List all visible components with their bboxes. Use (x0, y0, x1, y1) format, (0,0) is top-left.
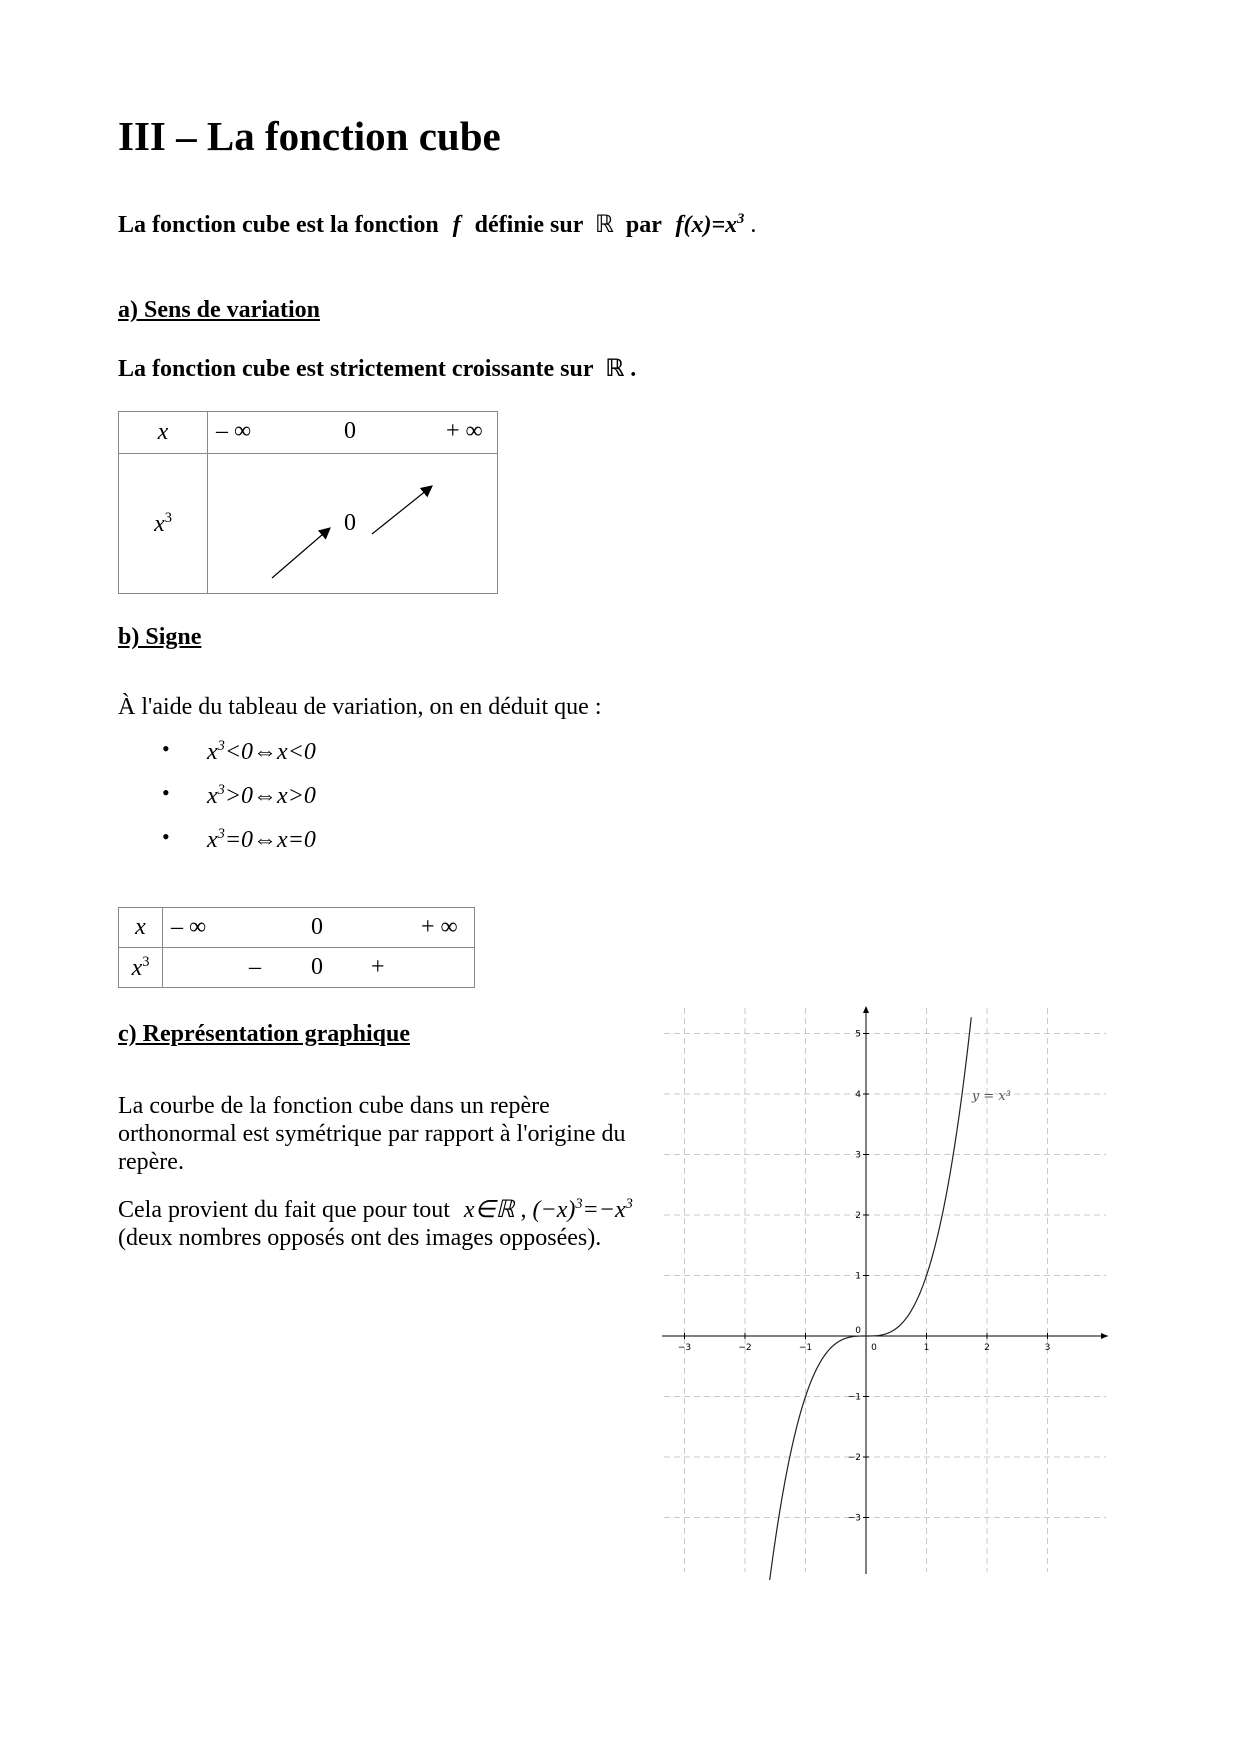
section-c-para2: Cela provient du fait que pour tout x∈ℝ , $(-x)^3=-x^3$ (deux nombres opposés ont des images opposées). (118, 1196, 633, 1251)
sign-neg-inf: – ∞ (171, 914, 207, 940)
y-tick-label: −1 (847, 1392, 861, 1403)
x-tick-label: 3 (1044, 1343, 1051, 1353)
y-tick-label: 4 (855, 1090, 861, 1100)
section-c-heading: c) Représentation graphique (118, 1021, 410, 1047)
definition-formula: $f(x)=x^3$ (675, 211, 745, 238)
sign-neg: – (249, 954, 261, 980)
section-a-heading: a) Sens de variation (118, 297, 321, 323)
up-arrow-1 (272, 528, 330, 578)
para2-equation: $(-x)^3=-x^3$ (532, 1196, 633, 1223)
sign-f-label: $x^3$ (119, 948, 163, 988)
sign-zero-value: 0 (311, 954, 323, 980)
definition-R: ℝ (594, 210, 614, 238)
definition-prefix: La fonction cube est la fonction (118, 212, 439, 238)
y-tick-label: 5 (855, 1029, 861, 1040)
sign-f-row (163, 948, 475, 988)
x-tick-label: 2 (984, 1343, 990, 1353)
page-title: III – La fonction cube (118, 113, 501, 159)
y-axis-arrow (863, 1006, 869, 1013)
x-tick-label: 1 (923, 1343, 930, 1353)
bullet-3-symbol: • (162, 824, 170, 849)
definition-end: . (750, 212, 757, 238)
y-tick-label: 1 (855, 1271, 861, 1282)
para2-member: x∈ℝ (463, 1197, 515, 1223)
variation-x-label: x (119, 412, 208, 454)
x-tick-label: −3 (677, 1343, 692, 1353)
sign-pos: + (371, 954, 385, 980)
x-axis-arrow (1101, 1333, 1108, 1339)
definition (118, 210, 756, 239)
variation-zero: 0 (344, 418, 356, 444)
variation-x-row (208, 412, 498, 454)
section-a-statement: La fonction cube est strictement croissante sur ℝ . (118, 354, 637, 382)
up-arrow-2 (372, 486, 432, 534)
sign-table (118, 907, 475, 988)
bullet-2-symbol: • (162, 780, 170, 805)
y-tick-label: −3 (847, 1513, 861, 1524)
variation-middle-value: 0 (344, 510, 356, 536)
section-b-heading: b) Signe (118, 624, 202, 650)
sign-x-label: x (119, 908, 163, 948)
definition-f: f (452, 212, 461, 238)
x-tick-label: 0 (871, 1343, 877, 1353)
sign-x-row (163, 908, 475, 948)
x-tick-label: −1 (798, 1343, 813, 1353)
variation-neg-inf: – ∞ (216, 418, 252, 444)
bullet-1: $x^3<0\Leftrightarrow x<0$ (207, 738, 316, 765)
bullet-2: $x^3>0\Leftrightarrow x>0$ (207, 782, 316, 809)
y-tick-label: 3 (855, 1150, 861, 1161)
cube-function-graph (660, 1000, 1110, 1580)
section-a-R: ℝ (605, 354, 625, 382)
section-c-para1: La courbe de la fonction cube dans un repère orthonormal est symétrique par rapport à l'origine du repère. (118, 1093, 626, 1175)
variation-f-label: $x^3$ (119, 454, 208, 594)
variation-pos-inf: + ∞ (446, 418, 483, 444)
bullet-1-symbol: • (162, 736, 170, 761)
definition-middle: définie sur (474, 212, 583, 238)
sign-pos-inf: + ∞ (421, 914, 458, 940)
variation-arrows (208, 454, 497, 594)
variation-table (118, 411, 498, 594)
curve-label: y = x³ (971, 1089, 1011, 1105)
section-b-intro: À l'aide du tableau de variation, on en déduit que : (118, 694, 602, 720)
bullet-3: $x^3=0\Leftrightarrow x=0$ (207, 826, 316, 853)
sign-zero: 0 (311, 914, 323, 940)
y-tick-label: 2 (855, 1211, 861, 1221)
x-tick-label: −2 (738, 1343, 752, 1353)
y-tick-label: −2 (847, 1453, 861, 1463)
y-tick-label: 0 (855, 1326, 861, 1336)
definition-par: par (625, 212, 662, 238)
variation-f-row (208, 454, 498, 594)
